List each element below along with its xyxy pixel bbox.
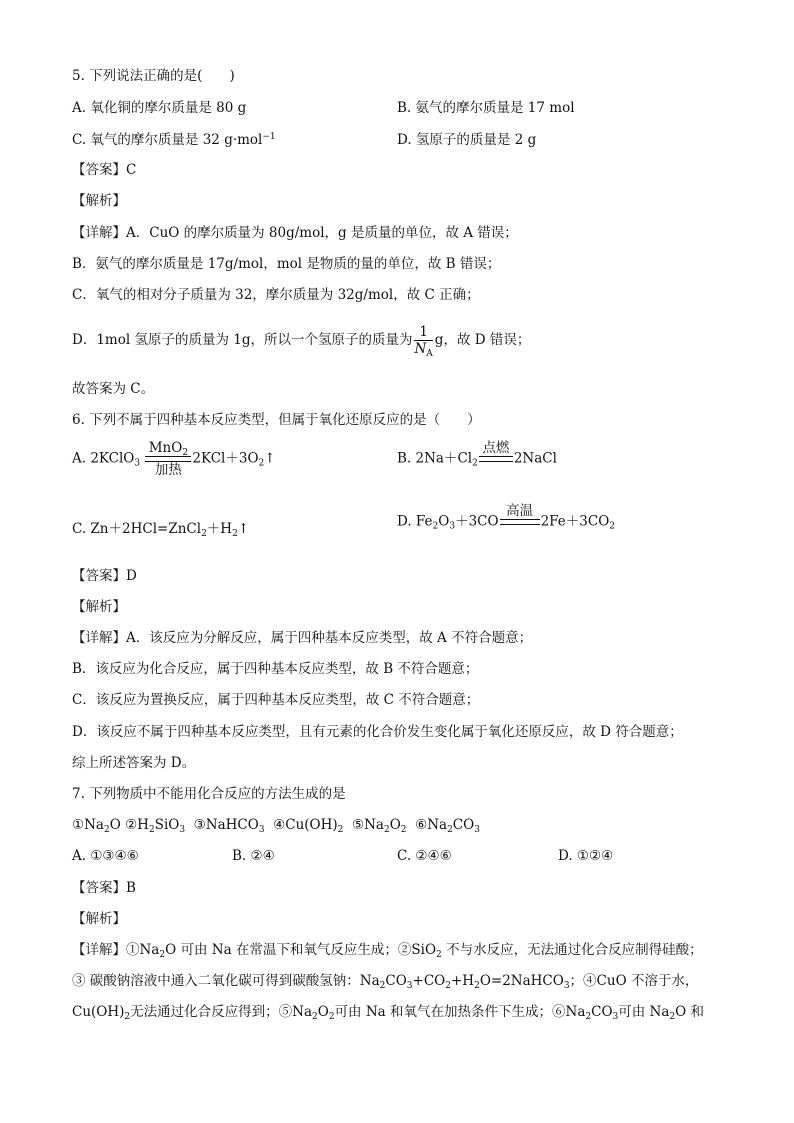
q5-stem: 5. 下列说法正确的是( ) <box>72 68 235 84</box>
q5-option-c: C. 氧气的摩尔质量是 32 g·mol$^{-1}$ <box>72 132 276 148</box>
q5-detail-b: B．氨气的摩尔质量是 17g/mol，mol 是物质的量的单位，故 B 错误； <box>72 256 501 272</box>
q5-option-d: D. 氢原子的质量是 2 g <box>397 132 537 148</box>
q5-summary: 故答案为 C。 <box>72 381 155 397</box>
q6-detail-a: 【详解】A．该反应为分解反应，属于四种基本反应类型，故 A 不符合题意； <box>72 630 533 646</box>
q6-answer: 【答案】D <box>72 568 137 584</box>
q6-stem: 6. 下列不属于四种基本反应类型，但属于氧化还原反应的是（ ） <box>72 412 481 428</box>
q6-detail-b: B．该反应为化合反应，属于四种基本反应类型，故 B 不符合题意； <box>72 661 479 677</box>
q5-answer: 【答案】C <box>72 162 137 178</box>
q7-option-c: C. ②④⑥ <box>397 848 452 864</box>
q6-option-c: C. $Zn+2HCl=ZnCl_2+H_2↑$ <box>72 521 250 539</box>
q7-detail-line-2: ③ 碳酸钠溶液中通入二氧化碳可得到碳酸氢钠：$Na_2CO_3+CO_2+H_2O=2NaHCO_3$；④CuO 不溶于水， <box>72 973 699 991</box>
q7-detail-line-3: $Cu(OH)_2$无法通过化合反应得到；$⑤Na_2O_2$可由 Na 和氧气在加热条件下生成；$⑥Na_2CO_3$可由 $Na_2O$ 和 <box>72 1004 704 1022</box>
q7-stem: 7. 下列物质中不能用化合反应的方法生成的是 <box>72 786 346 802</box>
q6-summary: 综上所述答案为 D。 <box>72 755 196 771</box>
q7-answer: 【答案】B <box>72 880 136 896</box>
q5-detail-a: 【详解】A．CuO 的摩尔质量为 80g/mol，g 是质量的单位，故 A 错误； <box>72 225 518 241</box>
reaction-condition-ignite: 点燃 <box>479 440 513 478</box>
q6-option-d: D. $Fe_2O_3+3CO$ 高温 $2Fe+3CO_2$ <box>397 503 615 541</box>
q6-detail-d: D．该反应不属于四种基本反应类型，且有元素的化合价发生变化属于氧化还原反应，故 D 符合题意； <box>72 724 683 740</box>
fraction-1-over-na: $\frac{1}{N_A}$ <box>414 324 433 359</box>
q6-analysis-label: 【解析】 <box>72 599 126 615</box>
q5-option-b: B. 氨气的摩尔质量是 17 mol <box>397 100 575 116</box>
q6-detail-c: C．该反应为置换反应，属于四种基本反应类型，故 C 不符合题意； <box>72 692 480 708</box>
q6-option-a: A. 2KClO$_3$ MnO$_2$ 加热 $2KCl+3O_2↑$ <box>72 440 276 478</box>
q7-analysis-label: 【解析】 <box>72 911 126 927</box>
reaction-condition-mno2-heat: MnO$_2$ 加热 <box>145 440 191 478</box>
q7-detail-line-1: 【详解】$①Na_2O$ 可由 Na 在常温下和氧气反应生成；②SiO$_2$ 不与水反应，无法通过化合反应制得硅酸； <box>72 942 703 960</box>
q7-option-b: B. ②④ <box>232 848 275 864</box>
q7-option-d: D. ①②④ <box>558 848 614 864</box>
q7-items: $①Na_2O$ $②H_2SiO_3$ ③NaHCO$_3$ $④Cu(OH)_2$ $⑤Na_2O_2$ $⑥Na_2CO_3$ <box>72 817 480 835</box>
q5-detail-c: C．氧气的相对分子质量为 32，摩尔质量为 32g/mol，故 C 正确； <box>72 287 480 303</box>
q5-detail-d: D．1mol 氢原子的质量为 1g，所以一个氢原子的质量为 $\frac{1}{N_A}$ g，故 D 错误； <box>72 324 531 359</box>
q7-option-a: A. ①③④⑥ <box>72 848 139 864</box>
q5-option-a: A. 氧化铜的摩尔质量是 80 g <box>72 100 247 116</box>
q5-analysis-label: 【解析】 <box>72 193 126 209</box>
reaction-condition-high-temp: 高温 <box>500 503 540 541</box>
q6-option-b: B. $2Na+Cl_2$ 点燃 2NaCl <box>397 440 557 478</box>
